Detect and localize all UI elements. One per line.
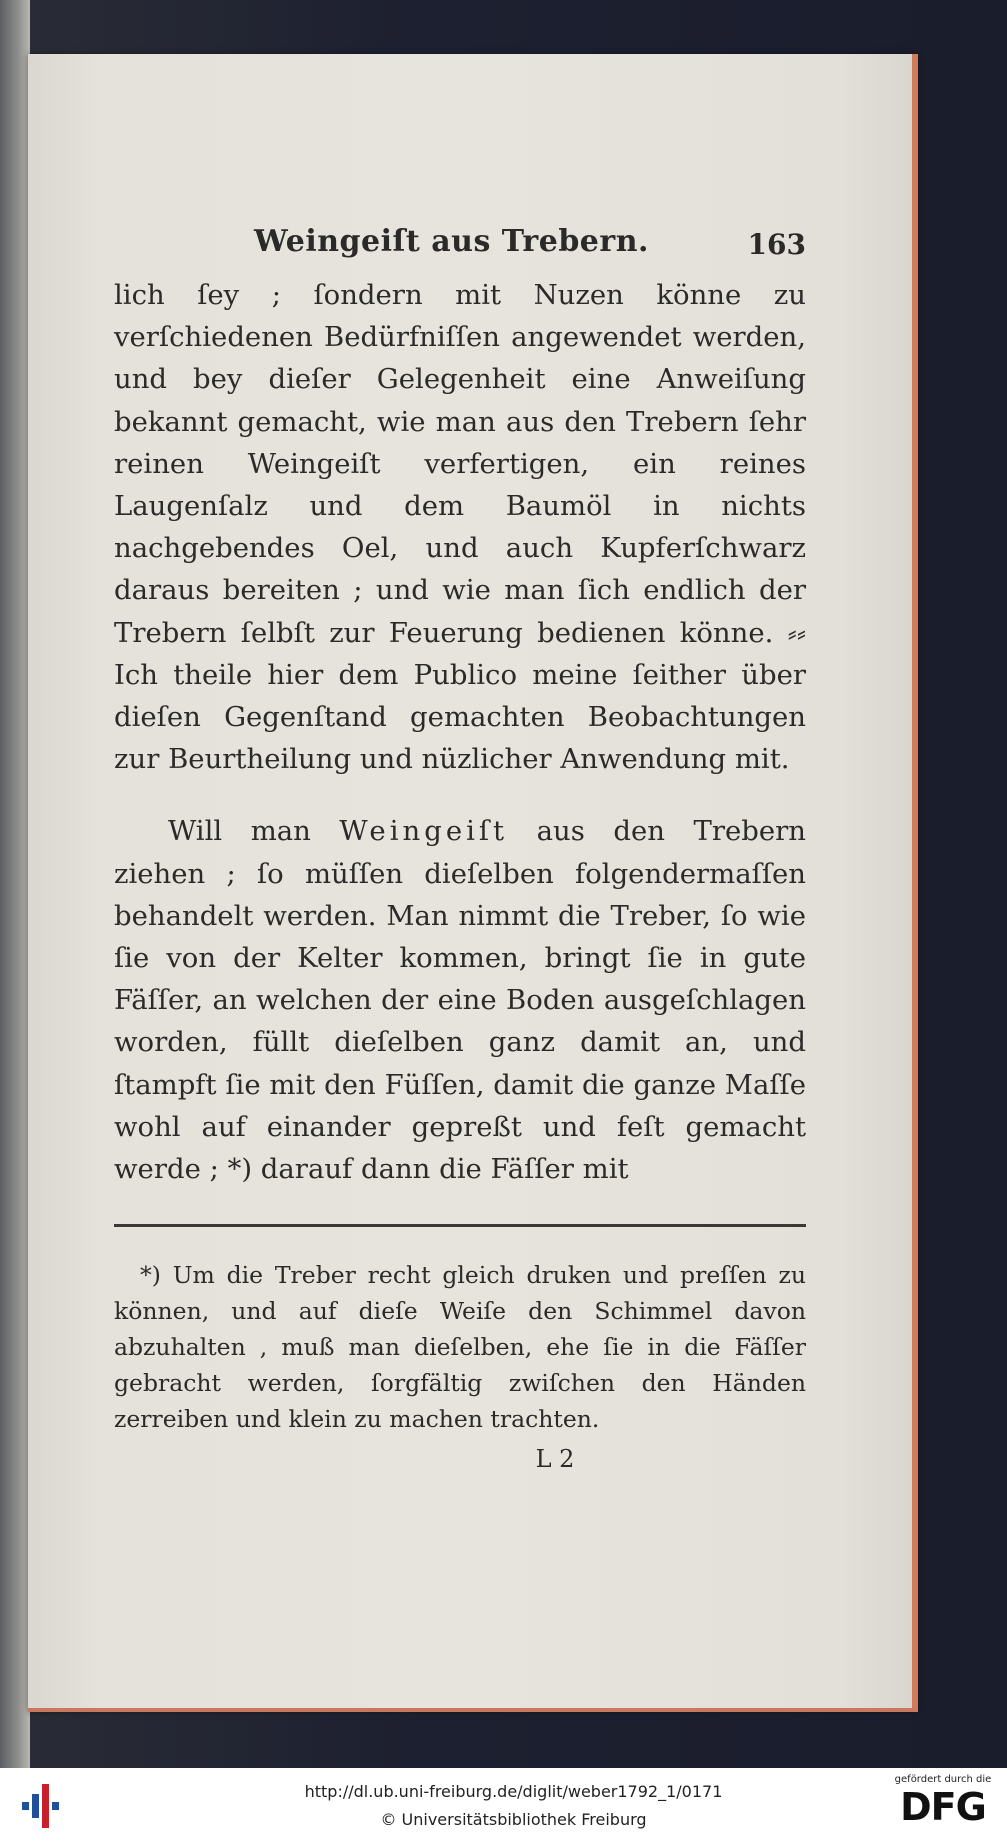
- body-text: [114, 274, 806, 1190]
- paragraph-text-after: aus den Trebern ziehen ; ſo müſſen dieſelben folgendermaſſen behandelt werden. Man nimmt die Treber, ſo wie ſie von der Kelter kommen, bringt ſie in gute Fäſſer, an welchen der eine Boden ausgeſchlagen worden, füllt dieſelben ganz damit an, und ſtampft ſie mit den Füſſen, damit die ganze Maſſe wohl auf einander gepreßt und feſt gemacht werde ; *) darauf dann die Fäſſer mit: [114, 815, 806, 1186]
- signature-mark: L 2: [535, 1445, 575, 1474]
- funder-name: DFG: [900, 1785, 986, 1829]
- book-page: [28, 54, 918, 1712]
- facing-page-edge: [0, 0, 30, 1768]
- running-title: Weingeiſt aus Trebern.: [254, 224, 649, 259]
- paragraph-text-before: Will man: [168, 815, 340, 848]
- spaced-term: Weingeiſt: [339, 815, 509, 848]
- paragraph-weingeist: [114, 810, 806, 1190]
- paragraph-continuation: lich ſey ; ſondern mit Nuzen könne zu verſchiedenen Bedürfniſſen angewendet werden, und bey dieſer Gelegenheit eine Anweiſung bekannt gemacht, wie man aus den Trebern ſehr reinen Weingeiſt verfertigen, ein reines Laugenſalz und dem Baumöl in nichts nachgebendes Oel, und auch Kupferſchwarz daraus bereiten ; und wie man ſich endlich der Trebern ſelbſt zur Feuerung bedienen könne. ⸗⸗ Ich theile hier dem Publico meine ſeither über dieſen Gegenſtand gemachten Beobachtungen zur Beurtheilung und nüzlicher Anwendung mit.: [114, 279, 806, 776]
- page-number: 163: [747, 228, 806, 261]
- dfg-funder-logo: [889, 1774, 997, 1828]
- footnote: [114, 1257, 806, 1437]
- viewer-footer: [0, 1768, 1007, 1842]
- footnote-text: *) Um die Treber recht gleich druken und preſſen zu können, und auf dieſe Weiſe den Schimmel davon abzuhalten , muß man dieſelben, ehe ſie in die Fäſſer gebracht werden, ſorgfältig zwiſchen den Händen zerreiben und klein zu machen trachten.: [114, 1261, 806, 1434]
- footnote-rule: [114, 1224, 806, 1227]
- funder-caption: gefördert durch die: [894, 1774, 992, 1785]
- running-head: [114, 214, 806, 274]
- page-content: [114, 214, 806, 1473]
- permalink-url[interactable]: http://dl.ub.uni-freiburg.de/diglit/weber1792_1/0171: [304, 1782, 723, 1801]
- copyright-notice: © Universitätsbibliothek Freiburg: [380, 1810, 647, 1829]
